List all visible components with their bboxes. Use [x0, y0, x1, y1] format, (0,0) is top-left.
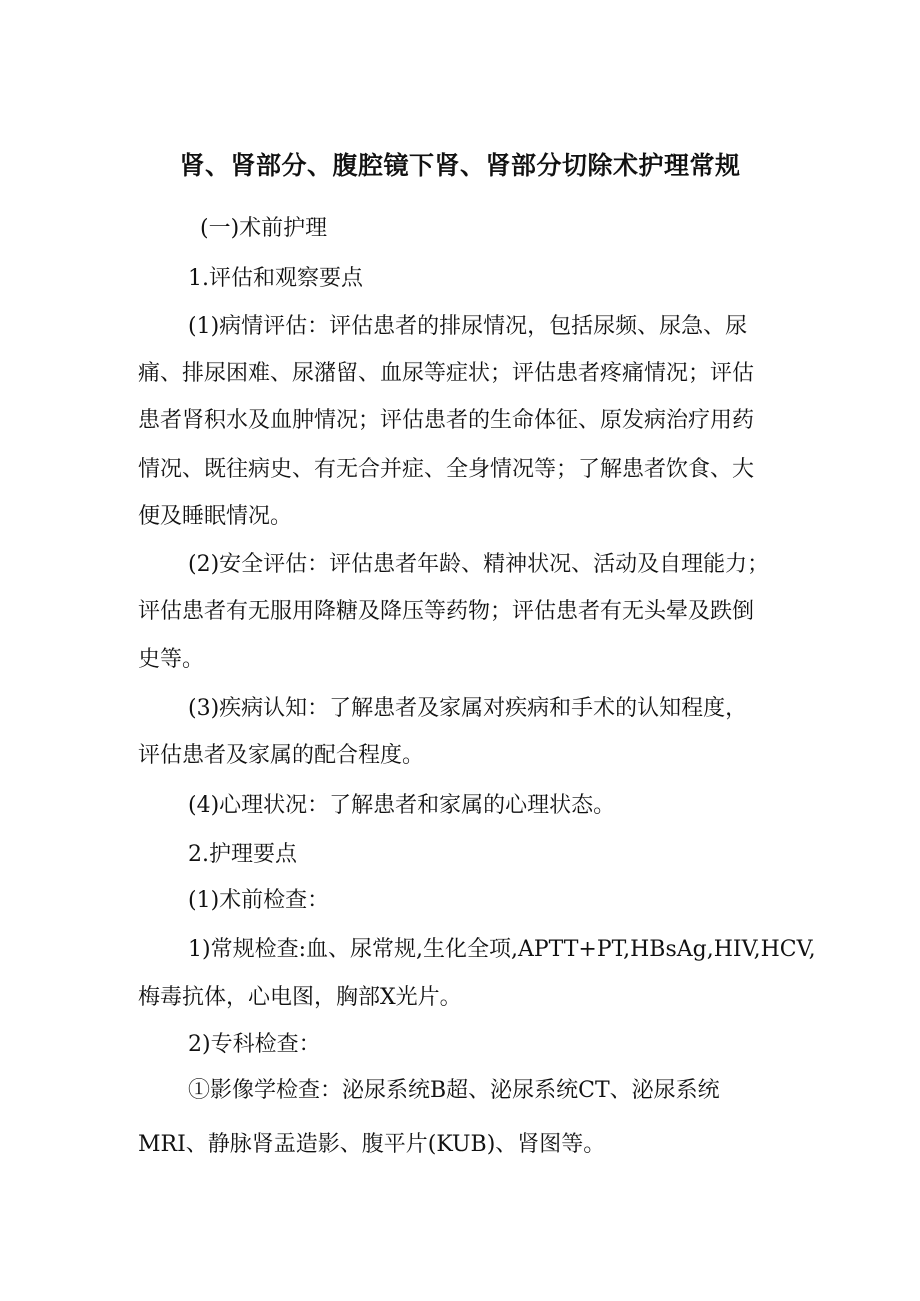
paragraph-line: 评估患者及家属的配合程度。: [138, 743, 425, 768]
subsection-heading-assessment: 1.评估和观察要点: [188, 266, 363, 291]
paragraph-line: 患者肾积水及血肿情况；评估患者的生命体征、原发病治疗用药: [138, 408, 755, 433]
paragraph-line: 1)常规检查:血、尿常规,生化全项,APTT+PT,HBsAg,HIV,HCV,: [188, 937, 816, 962]
paragraph-line: (4)心理状况：了解患者和家属的心理状态。: [188, 793, 616, 818]
paragraph-line: 便及睡眠情况。: [138, 504, 293, 529]
paragraph-line: 评估患者有无服用降糖及降压等药物；评估患者有无头晕及跌倒: [138, 599, 755, 624]
paragraph-line: ①影像学检查：泌尿系统B超、泌尿系统CT、泌尿系统: [188, 1078, 720, 1103]
subsection-heading-nursing-points: 2.护理要点: [188, 842, 297, 867]
paragraph-line: 痛、排尿困难、尿潴留、血尿等症状；评估患者疼痛情况；评估: [138, 361, 755, 386]
paragraph-line: MRI、静脉肾盂造影、腹平片(KUB)、肾图等。: [138, 1132, 606, 1157]
list-item-heading: 2)专科检查：: [188, 1032, 321, 1057]
paragraph-line: (2)安全评估：评估患者年龄、精神状况、活动及自理能力；: [188, 552, 770, 577]
paragraph-line: 史等。: [138, 647, 205, 672]
paragraph-line: 梅毒抗体，心电图，胸部X光片。: [138, 985, 462, 1010]
paragraph-line: (1)病情评估：评估患者的排尿情况，包括尿频、尿急、尿: [188, 314, 748, 339]
paragraph-line: 情况、既往病史、有无合并症、全身情况等；了解患者饮食、大: [138, 457, 755, 482]
paragraph-line: (3)疾病认知：了解患者及家属对疾病和手术的认知程度，: [188, 696, 748, 721]
document-title: 肾、肾部分、腹腔镜下肾、肾部分切除术护理常规: [179, 151, 741, 180]
section-heading-preop: (一)术前护理: [200, 216, 328, 241]
list-item-heading: (1)术前检查：: [188, 888, 330, 913]
